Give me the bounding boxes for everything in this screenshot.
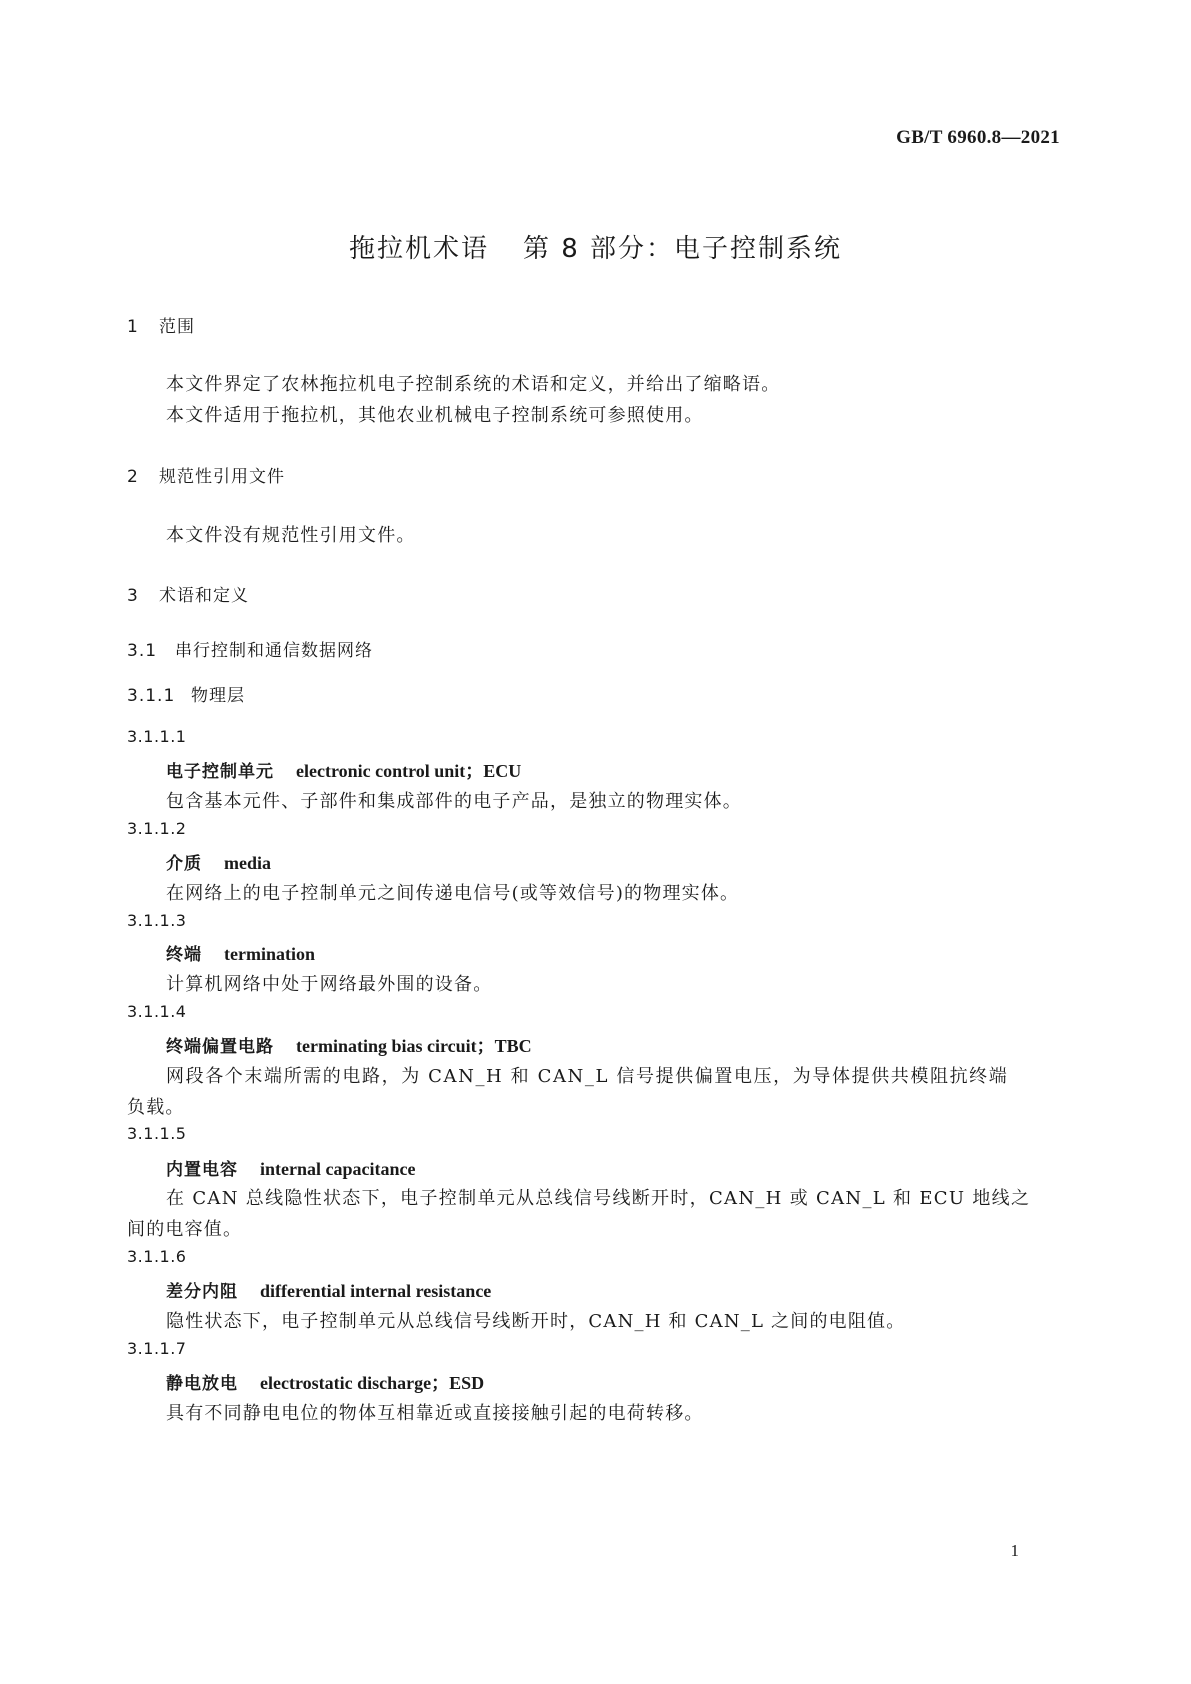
term-zh: 内置电容 xyxy=(166,1160,238,1180)
term-en: internal capacitance xyxy=(260,1159,416,1179)
term-entry xyxy=(166,1277,491,1302)
term-entry xyxy=(166,940,315,965)
section-label: 规范性引用文件 xyxy=(159,467,285,487)
term-zh: 差分内阻 xyxy=(166,1282,238,1302)
term-en: differential internal resistance xyxy=(260,1281,492,1301)
paragraph: 本文件没有规范性引用文件。 xyxy=(166,525,416,546)
section-number: 1 xyxy=(127,317,139,337)
paragraph: 本文件适用于拖拉机，其他农业机械电子控制系统可参照使用。 xyxy=(166,405,704,426)
term-zh: 终端 xyxy=(166,945,202,965)
title-main: 拖拉机术语 xyxy=(348,234,489,264)
term-en: electronic control unit；ECU xyxy=(296,761,522,781)
term-number: 3.1.1.5 xyxy=(127,1124,187,1143)
section-number: 3.1 xyxy=(127,641,158,661)
section-heading-3 xyxy=(127,581,249,606)
term-definition: 在网络上的电子控制单元之间传递电信号(或等效信号)的物理实体。 xyxy=(166,883,740,904)
section-number: 2 xyxy=(127,467,139,487)
term-definition: 隐性状态下，电子控制单元从总线信号线断开时，CAN_H 和 CAN_L 之间的电阻值。 xyxy=(166,1311,906,1332)
section-heading-2 xyxy=(127,462,285,487)
page-number: 1 xyxy=(1010,1541,1019,1560)
term-definition: 在 CAN 总线隐性状态下，电子控制单元从总线信号线断开时，CAN_H 或 CAN_L 和 ECU 地线之 xyxy=(166,1188,1031,1209)
term-zh: 终端偏置电路 xyxy=(166,1037,274,1057)
section-label: 范围 xyxy=(159,317,195,337)
term-en: termination xyxy=(224,944,315,964)
section-label: 物理层 xyxy=(191,686,245,706)
section-heading-1 xyxy=(127,312,195,337)
page-title xyxy=(0,228,1191,265)
section-label: 串行控制和通信数据网络 xyxy=(175,641,373,661)
term-zh: 静电放电 xyxy=(166,1374,238,1394)
term-number: 3.1.1.4 xyxy=(127,1002,187,1021)
standard-number: GB/T 6960.8—2021 xyxy=(896,127,1060,148)
term-en: media xyxy=(224,853,271,873)
term-number: 3.1.1.7 xyxy=(127,1339,187,1358)
term-number: 3.1.1.6 xyxy=(127,1247,187,1266)
term-definition: 包含基本元件、子部件和集成部件的电子产品，是独立的物理实体。 xyxy=(166,791,742,812)
term-zh: 介质 xyxy=(166,854,202,874)
term-entry xyxy=(166,849,271,874)
term-zh: 电子控制单元 xyxy=(166,762,274,782)
term-definition-continued: 间的电容值。 xyxy=(127,1219,243,1240)
term-entry xyxy=(166,1155,415,1180)
term-entry xyxy=(166,757,521,783)
term-number: 3.1.1.2 xyxy=(127,819,187,838)
section-heading-3-1 xyxy=(127,636,373,661)
paragraph: 本文件界定了农林拖拉机电子控制系统的术语和定义，并给出了缩略语。 xyxy=(166,374,781,395)
term-entry xyxy=(166,1032,532,1058)
section-number: 3 xyxy=(127,586,139,606)
term-entry xyxy=(166,1369,484,1395)
section-label: 术语和定义 xyxy=(159,586,249,606)
term-definition: 具有不同静电电位的物体互相靠近或直接接触引起的电荷转移。 xyxy=(166,1403,704,1424)
term-en: electrostatic discharge；ESD xyxy=(260,1373,485,1393)
term-definition: 网段各个末端所需的电路，为 CAN_H 和 CAN_L 信号提供偏置电压，为导体提供共模阻抗终端 xyxy=(166,1066,1009,1087)
title-part: 第 8 部分：电子控制系统 xyxy=(522,234,843,264)
term-en: terminating bias circuit；TBC xyxy=(296,1036,532,1056)
term-number: 3.1.1.1 xyxy=(127,727,187,746)
term-number: 3.1.1.3 xyxy=(127,911,187,930)
term-definition: 计算机网络中处于网络最外围的设备。 xyxy=(166,974,493,995)
term-definition-continued: 负载。 xyxy=(127,1097,185,1118)
section-heading-3-1-1 xyxy=(127,681,245,706)
section-number: 3.1.1 xyxy=(127,686,176,706)
